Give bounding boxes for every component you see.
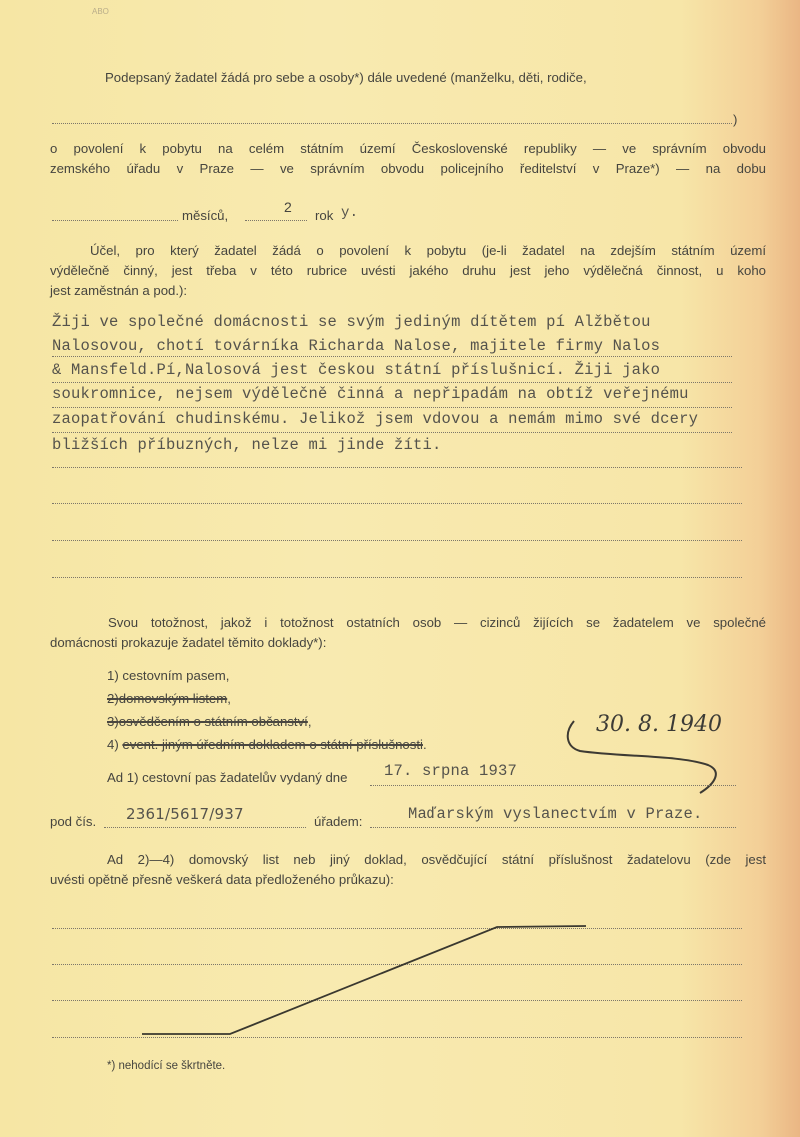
option-3-text: osvědčením o státním občanství [118, 714, 308, 729]
typed-purpose-line-4: soukromnice, nejsem výdělečně činná a nepřipadám na obtíž veřejnému [52, 385, 689, 403]
option-4-suffix: . [422, 737, 427, 752]
office-label: úřadem: [314, 814, 363, 829]
option-2-text: domovským listem [118, 691, 228, 706]
option-3-number: 3) [107, 714, 119, 729]
option-4-text: event. jiným úředním dokladem o státní příslušnosti [122, 737, 423, 752]
option-2-number: 2) [107, 691, 119, 706]
corner-mark: ABO [92, 7, 109, 16]
typed-purpose-line-1: Žiji ve společné domácnosti se svým jediným dítětem pí Alžbětou [52, 313, 651, 331]
close-paren: ) [733, 112, 738, 127]
ad24-line-2: uvésti opětně přesně veškerá data předloženého průkazu): [50, 872, 394, 887]
option-1-number: 1) [107, 668, 119, 683]
intro-line-1: Podepsaný žadatel žádá pro sebe a osoby*) dále uvedené (manželku, děti, rodiče, [105, 70, 587, 85]
footnote: *) nehodící se škrtněte. [107, 1060, 226, 1072]
years-value: 2 [284, 199, 292, 215]
intro-line-2: o povolení k pobytu na celém státním území Československé republiky — ve správním obvodu [50, 141, 766, 156]
typed-purpose-line-2: Nalosovou, chotí továrníka Richarda Nalose, majitele firmy Nalos [52, 337, 661, 355]
identity-line-2: domácnosti prokazuje žadatel těmito doklady*): [50, 635, 327, 650]
purpose-line-2: výdělečně činný, jest třeba v této rubrice uvésti jakého druhu jest jeho výdělečná činnost, u koho [50, 263, 766, 278]
passport-ad1-label: Ad 1) cestovní pas žadatelův vydaný dne [107, 770, 348, 785]
passport-issue-date: 17. srpna 1937 [384, 762, 518, 780]
typed-purpose-line-6: bližších příbuzných, nelze mi jinde žíti. [52, 436, 442, 454]
years-suffix: y. [341, 205, 359, 221]
option-2-suffix: , [227, 691, 231, 706]
identity-line-1: Svou totožnost, jakož i totožnost ostatních osob — cizinců žijících se žadatelem ve společné [108, 615, 766, 630]
intro-line-3: zemského úřadu v Praze — ve správním obvodu policejního ředitelství v Praze*) — na dobu [50, 161, 766, 176]
option-4-number: 4) [107, 737, 119, 752]
option-3-suffix: , [307, 714, 312, 729]
years-label: rok [315, 208, 334, 223]
option-1-text: cestovním pasem, [122, 668, 230, 683]
typed-purpose-line-3: & Mansfeld.Pí,Nalosová jest českou státní příslušnicí. Žiji jako [52, 361, 661, 379]
passport-number-label: pod čís. [50, 814, 97, 829]
handwritten-date: 30. 8. 1940 [596, 712, 722, 737]
months-label: měsíců, [182, 208, 229, 223]
office-value: Maďarským vyslanectvím v Praze. [408, 805, 703, 823]
purpose-line-1: Účel, pro který žadatel žádá o povolení k pobytu (je-li žadatel na zdejším státním území [90, 243, 766, 258]
ad24-line-1: Ad 2)—4) domovský list neb jiný doklad, osvědčující státní příslušnost žadatelovu (zde jest [107, 852, 766, 867]
purpose-line-3: jest zaměstnán a pod.): [50, 283, 188, 298]
typed-purpose-line-5: zaopatřování chudinskému. Jelikož jsem vdovou a nemám mimo své dcery [52, 410, 699, 428]
passport-number-value: 2361/5617/937 [126, 805, 244, 823]
